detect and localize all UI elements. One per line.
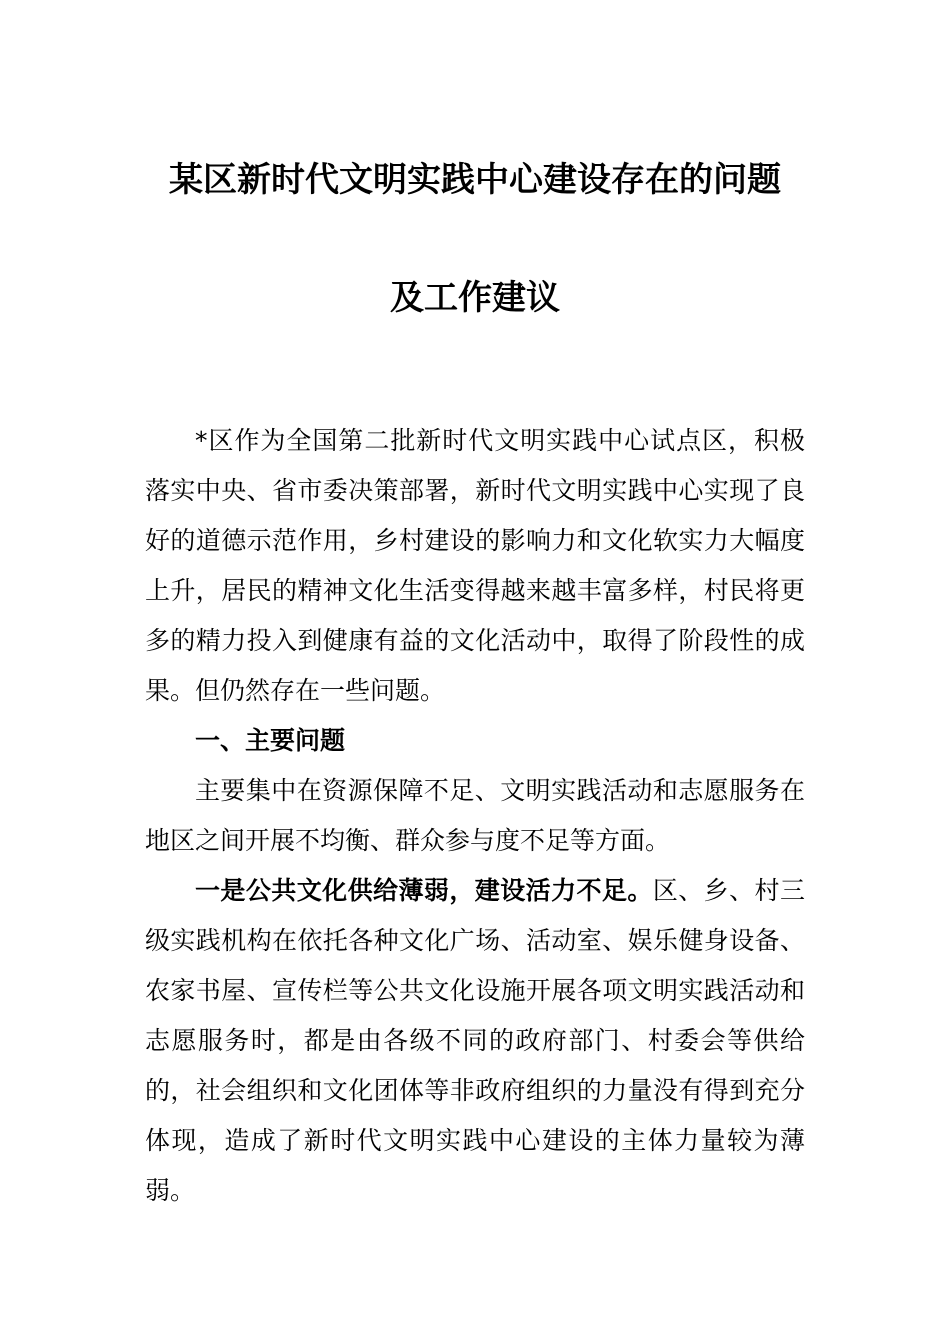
point-one-lead: 一是公共文化供给薄弱，建设活力不足。 [195, 876, 653, 905]
document-title-line-1: 某区新时代文明实践中心建设存在的问题 [169, 160, 781, 200]
document-body [145, 416, 805, 1216]
section-summary-paragraph: 主要集中在资源保障不足、文明实践活动和志愿服务在地区之间开展不均衡、群众参与度不足等方面。 [145, 776, 805, 855]
intro-paragraph: *区作为全国第二批新时代文明实践中心试点区，积极落实中央、省市委决策部署，新时代文明实践中心实现了良好的道德示范作用，乡村建设的影响力和文化软实力大幅度上升，居民的精神文化生活变得越来越丰富多样，村民将更多的精力投入到健康有益的文化活动中，取得了阶段性的成果。但仍然存在一些问题。 [145, 426, 805, 705]
document-title-line-2: 及工作建议 [390, 278, 560, 318]
point-one-text: 区、乡、村三级实践机构在依托各种文化广场、活动室、娱乐健身设备、农家书屋、宣传栏等公共文化设施开展各项文明实践活动和志愿服务时，都是由各级不同的政府部门、村委会等供给的，社会组织和文化团体等非政府组织的力量没有得到充分体现，造成了新时代文明实践中心建设的主体力量较为薄弱。 [145, 876, 805, 1205]
point-one-paragraph [145, 866, 805, 1216]
section-heading-main-problems: 一、主要问题 [195, 726, 346, 755]
